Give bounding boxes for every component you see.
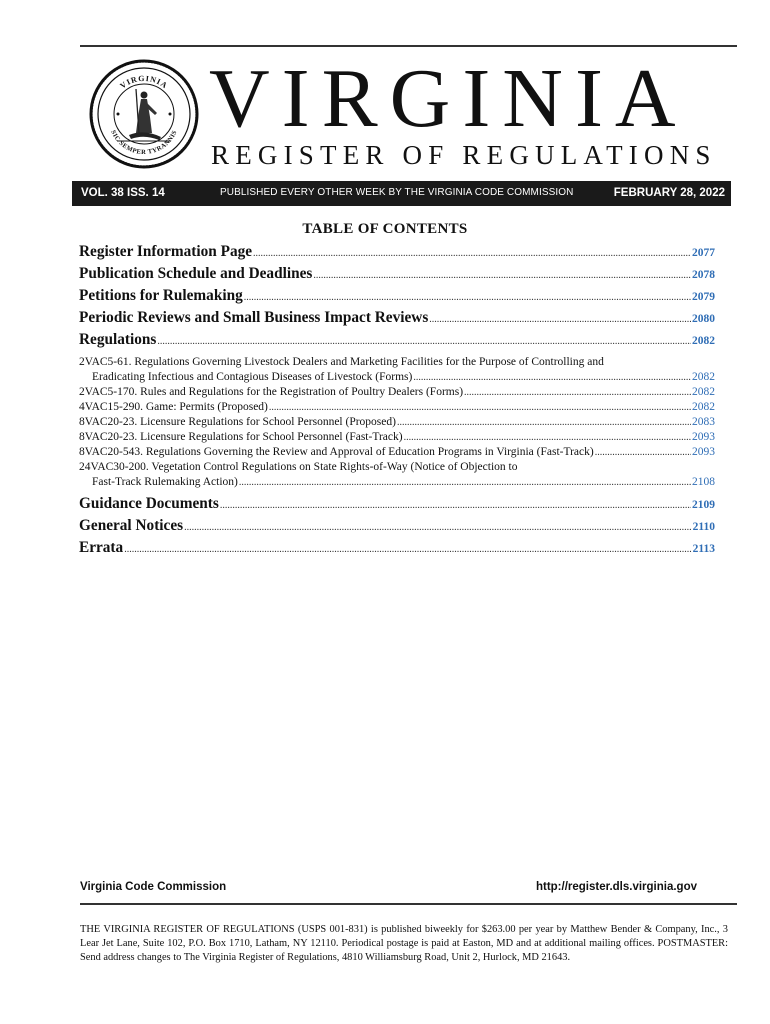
leader-dots (313, 265, 691, 287)
leader-dots (429, 309, 691, 331)
toc-page-link[interactable]: 2108 (692, 476, 715, 488)
leader-dots (464, 385, 691, 400)
leader-dots (253, 243, 691, 265)
leader-dots (404, 430, 691, 445)
toc-page-link[interactable]: 2113 (692, 543, 715, 555)
volume-issue: VOL. 38 ISS. 14 (81, 187, 165, 199)
toc-entry-label: Publication Schedule and Deadlines (79, 265, 313, 282)
footer-publisher: Virginia Code Commission (80, 881, 227, 893)
toc-entry-guidance[interactable] (79, 493, 715, 515)
regulation-entry-label: 2VAC5-170. Rules and Regulations for the Registration of Poultry Dealers (Forms) (79, 386, 464, 398)
issue-date: FEBRUARY 28, 2022 (613, 187, 725, 199)
toc-entry-register-info[interactable] (79, 241, 715, 263)
leader-dots (184, 517, 692, 539)
toc-entry-general-notices[interactable] (79, 515, 715, 537)
leader-dots (157, 331, 691, 353)
leader-dots (269, 400, 691, 415)
toc-entry-publication-schedule[interactable] (79, 263, 715, 285)
toc-entry-errata[interactable] (79, 537, 715, 559)
leader-dots (124, 539, 691, 561)
toc-entry-label: Petitions for Rulemaking (79, 287, 243, 304)
toc-entry-regulations[interactable] (79, 329, 715, 351)
table-of-contents (79, 241, 715, 559)
regulation-entry-label: 8VAC20-543. Regulations Governing the Review and Approval of Education Programs in Virginia (Fast-Track) (79, 446, 594, 458)
toc-entry-label: General Notices (79, 517, 184, 534)
toc-entry-petitions[interactable] (79, 285, 715, 307)
leader-dots (239, 475, 691, 490)
regulation-entry-line: 24VAC30-200. Vegetation Control Regulations on State Rights-of-Way (Notice of Objection to (79, 461, 518, 473)
leader-dots (413, 370, 691, 385)
toc-heading: TABLE OF CONTENTS (302, 221, 468, 237)
toc-page-link[interactable]: 2083 (692, 416, 715, 428)
regulation-entry[interactable] (79, 475, 715, 490)
toc-page-link[interactable]: 2082 (692, 335, 715, 347)
svg-text:SIC SEMPER TYRANNIS: SIC SEMPER TYRANNIS (109, 129, 179, 157)
publisher-line: PUBLISHED EVERY OTHER WEEK BY THE VIRGINIA CODE COMMISSION (220, 187, 574, 198)
toc-entry-periodic-reviews[interactable] (79, 307, 715, 329)
toc-page-link[interactable]: 2079 (692, 291, 715, 303)
regulation-entry[interactable] (79, 400, 715, 415)
regulation-entry[interactable] (79, 445, 715, 460)
toc-entry-label: Periodic Reviews and Small Business Impact Reviews (79, 309, 429, 326)
virginia-seal-icon (89, 59, 199, 169)
toc-page-link[interactable]: 2109 (692, 499, 715, 511)
masthead-title: VIRGINIA (209, 52, 688, 145)
regulation-entry[interactable] (79, 430, 715, 445)
imprint-notice: THE VIRGINIA REGISTER OF REGULATIONS (USPS 001-831) is published biweekly for $263.00 per year by Matthew Bender & Company, Inc., 3 Lear Jet Lane, Suite 102, P.O. Box 1710, Latham, NY 12110. Periodical postage is paid at Easton, MD and at additional mailing offices. POSTMASTER: Send address changes to The Virginia Register of Regulations, 4810 Williamsburg Road, Unit 2, Hurlock, MD 21643. (80, 924, 728, 963)
toc-entry-label: Errata (79, 539, 124, 556)
toc-page-link[interactable]: 2080 (692, 313, 715, 325)
toc-entry-label: Register Information Page (79, 243, 253, 260)
regulation-entry-label: 8VAC20-23. Licensure Regulations for School Personnel (Fast-Track) (79, 431, 403, 443)
regulation-entry-label: Eradicating Infectious and Contagious Diseases of Livestock (Forms) (92, 371, 413, 383)
issue-banner (72, 181, 731, 206)
bottom-rule (80, 903, 737, 905)
toc-entry-label: Regulations (79, 331, 157, 348)
toc-entry-label: Guidance Documents (79, 495, 219, 512)
regulation-entry-label: Fast-Track Rulemaking Action) (92, 476, 238, 488)
toc-page-link[interactable]: 2110 (692, 521, 715, 533)
top-rule (80, 45, 737, 47)
toc-page-link[interactable]: 2077 (692, 247, 715, 259)
regulation-entry-line: 2VAC5-61. Regulations Governing Livestock Dealers and Marketing Facilities for the Purpose of Controlling and (79, 356, 604, 368)
regulation-entry[interactable] (79, 370, 715, 385)
toc-page-link[interactable]: 2082 (692, 371, 715, 383)
toc-page-link[interactable]: 2093 (692, 431, 715, 443)
leader-dots (244, 287, 691, 309)
toc-page-link[interactable]: 2093 (692, 446, 715, 458)
regulation-entry[interactable] (79, 415, 715, 430)
masthead-subtitle: REGISTER OF REGULATIONS (211, 140, 717, 170)
svg-text:VIRGINIA: VIRGINIA (118, 73, 170, 91)
toc-page-link[interactable]: 2082 (692, 401, 715, 413)
toc-page-link[interactable]: 2078 (692, 269, 715, 281)
regulation-entry[interactable] (79, 385, 715, 400)
footer-url[interactable]: http://register.dls.virginia.gov (535, 881, 697, 893)
leader-dots (595, 445, 691, 460)
leader-dots (397, 415, 691, 430)
leader-dots (220, 495, 691, 517)
regulation-entry-label: 4VAC15-290. Game: Permits (Proposed) (79, 401, 268, 413)
toc-page-link[interactable]: 2082 (692, 386, 715, 398)
regulation-entry-label: 8VAC20-23. Licensure Regulations for School Personnel (Proposed) (79, 416, 396, 428)
